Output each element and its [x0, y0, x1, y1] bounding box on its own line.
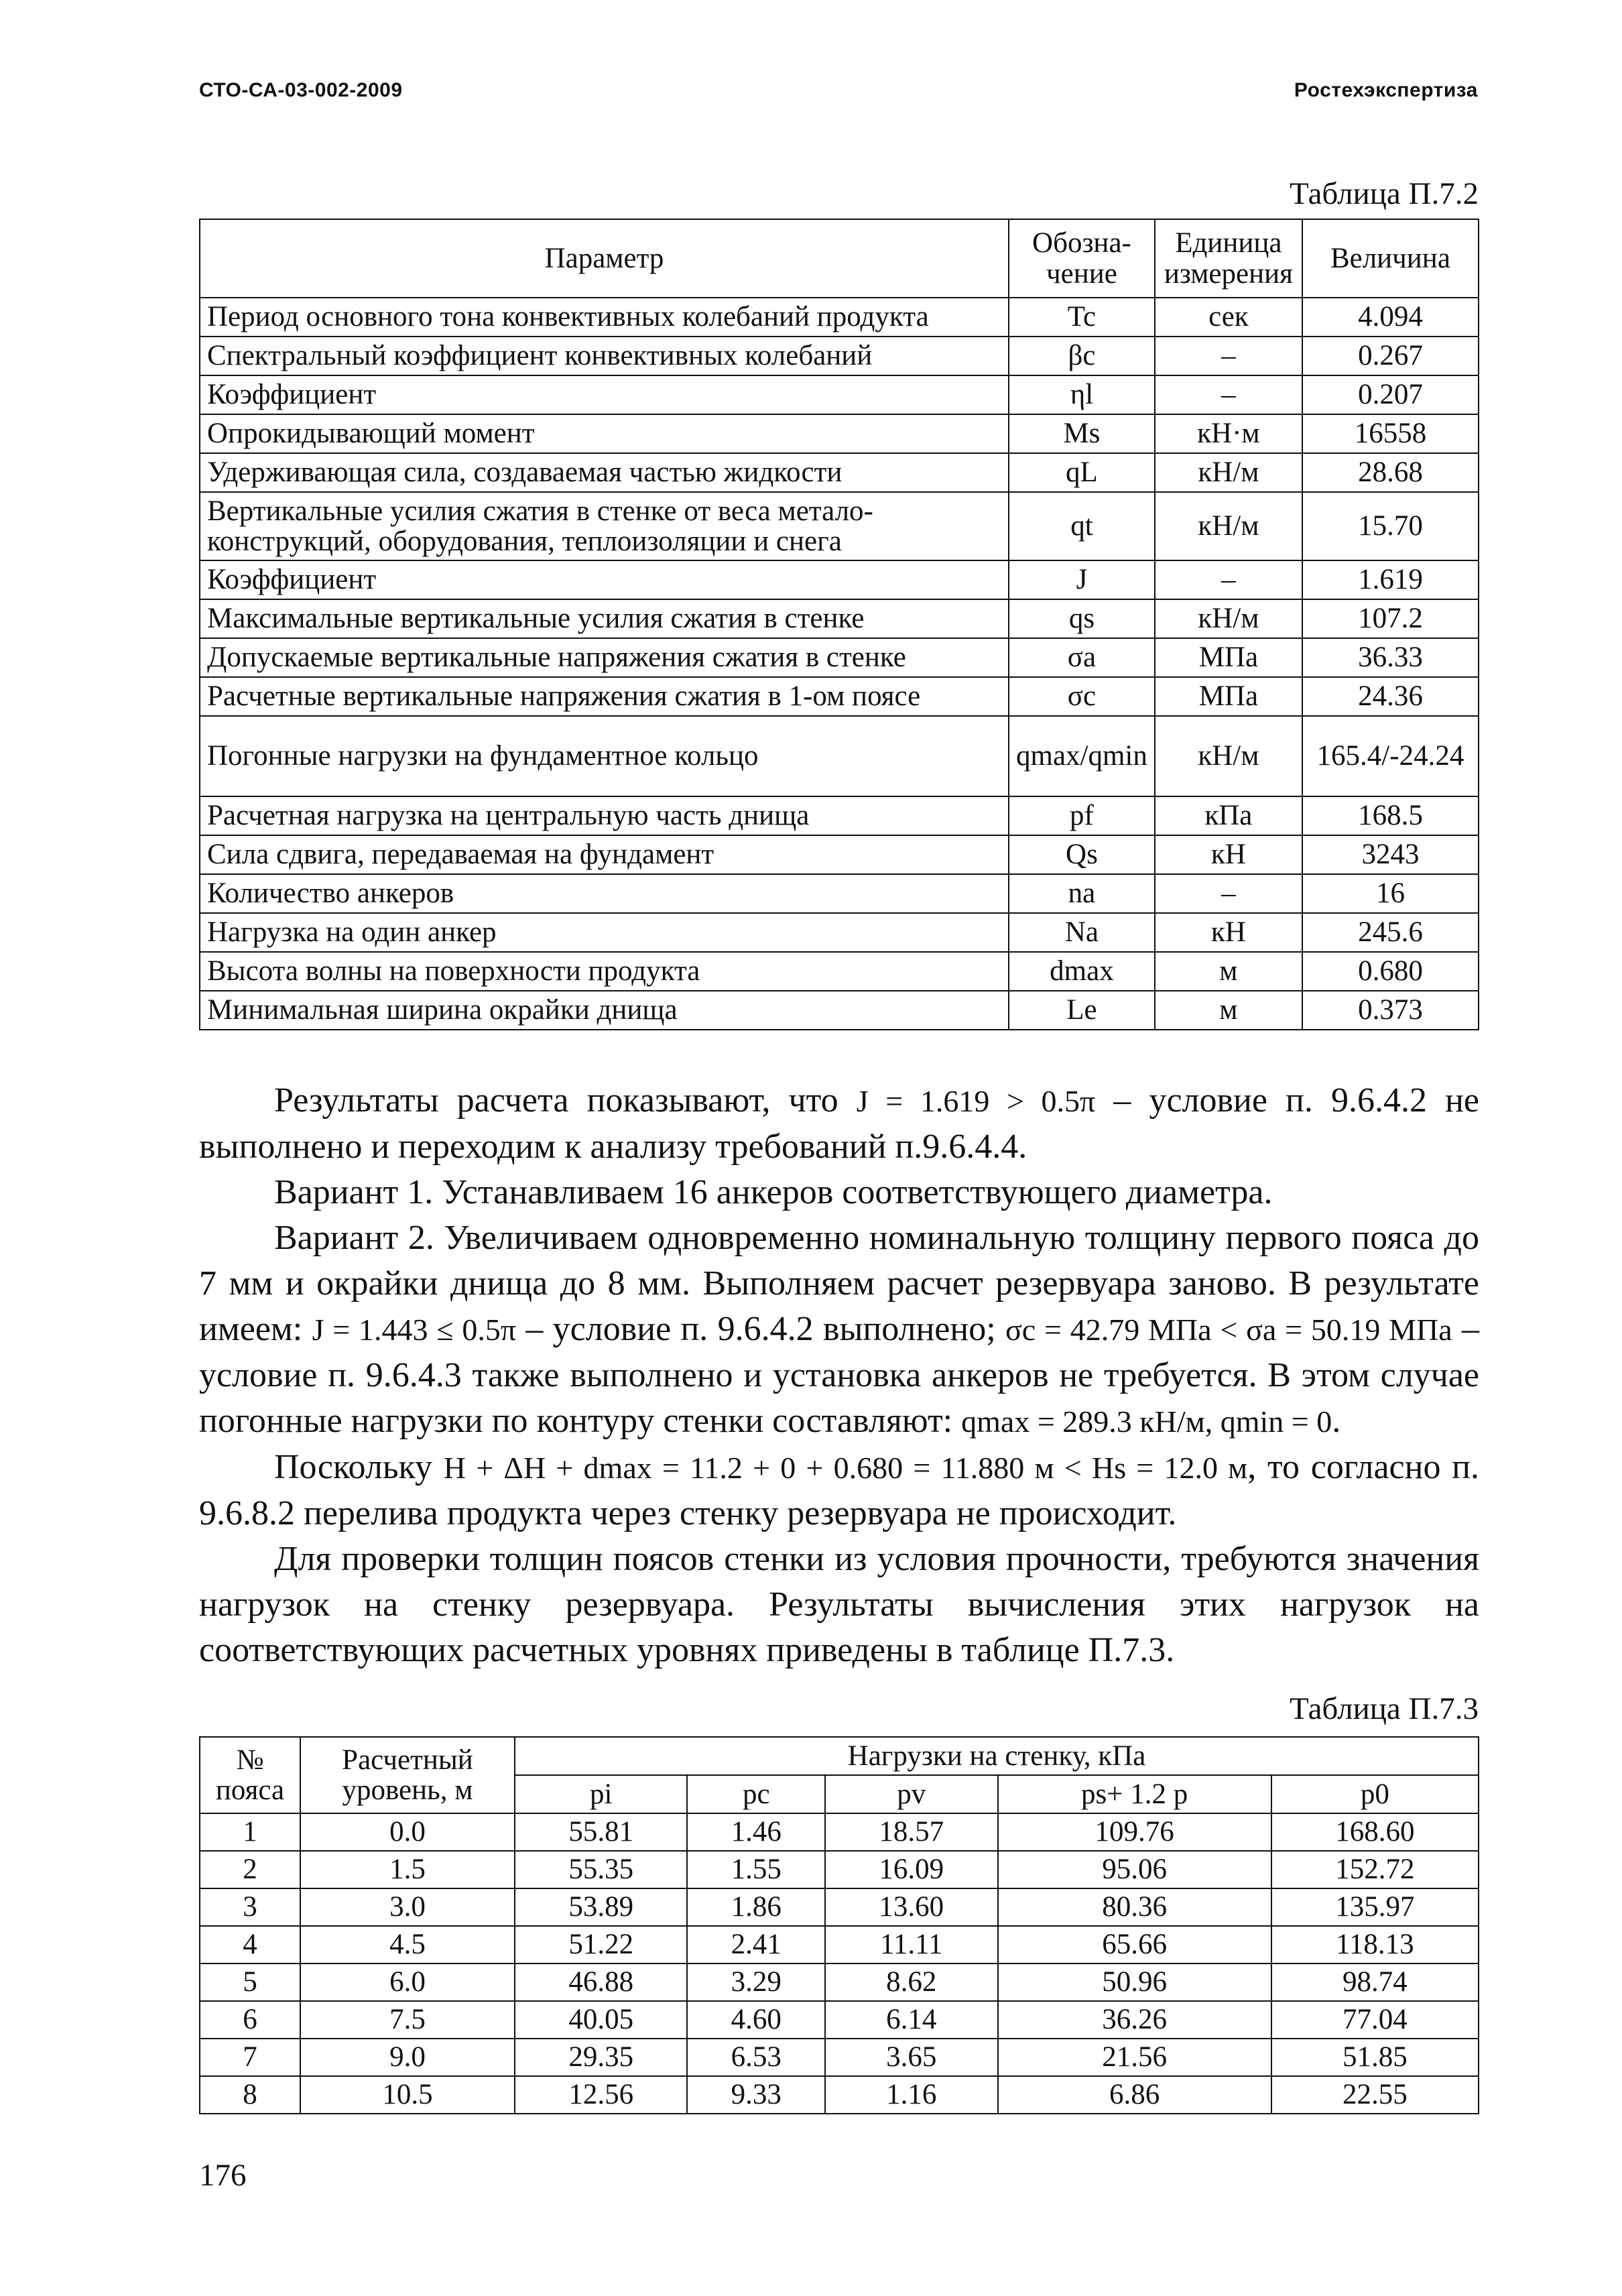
param-cell: Нагрузка на один анкер: [200, 913, 1009, 952]
unit-cell: МПа: [1155, 677, 1302, 716]
table-header-row: [200, 219, 1479, 298]
text-run: – условие п. 9.6.4.2 не выполнено и переходим к анализу требований п.9.6.4.4.: [199, 1081, 1479, 1166]
unit-cell: м: [1155, 991, 1302, 1030]
unit-cell: –: [1155, 874, 1302, 913]
value-cell: 168.5: [1302, 796, 1479, 835]
pi-cell: 55.35: [515, 1851, 687, 1888]
belt-no-cell: 1: [200, 1813, 300, 1851]
table-row: [200, 638, 1479, 677]
pv-cell: 1.16: [825, 2076, 997, 2114]
level-cell: 1.5: [300, 1851, 515, 1888]
text-run: – условие п. 9.6.4.3 также выполнено и установка анкеров не требуется. В этом случае погонные нагрузки по контуру стенки составляют:: [199, 1310, 1480, 1440]
ps-cell: 21.56: [998, 2039, 1271, 2076]
param-cell: Максимальные вертикальные усилия сжатия в стенке: [200, 599, 1009, 638]
belt-no-cell: 3: [200, 1888, 300, 1926]
symbol-cell: Qs: [1009, 835, 1155, 874]
header-p0: p0: [1271, 1775, 1479, 1813]
header-ps: ps+ 1.2 p: [998, 1775, 1271, 1813]
level-cell: 6.0: [300, 1963, 515, 2001]
pc-cell: 4.60: [687, 2001, 825, 2039]
param-cell: Удерживающая сила, создаваемая частью жидкости: [200, 453, 1009, 492]
belt-no-cell: 4: [200, 1926, 300, 1963]
unit-cell: кН/м: [1155, 492, 1302, 560]
pv-cell: 18.57: [825, 1813, 997, 1851]
value-cell: 36.33: [1302, 638, 1479, 677]
table-row: [200, 375, 1479, 414]
pi-cell: 51.22: [515, 1926, 687, 1963]
param-cell: Количество анкеров: [200, 874, 1009, 913]
value-cell: 0.680: [1302, 952, 1479, 991]
param-cell: Коэффициент: [200, 560, 1009, 599]
table-row: [200, 2076, 1479, 2114]
value-cell: 0.373: [1302, 991, 1479, 1030]
unit-cell: кН: [1155, 913, 1302, 952]
symbol-cell: qL: [1009, 453, 1155, 492]
pc-cell: 9.33: [687, 2076, 825, 2114]
wall-loads-table: [199, 1736, 1479, 2114]
table-row: [200, 560, 1479, 599]
ps-cell: 95.06: [998, 1851, 1271, 1888]
formula-height: H + ΔH + dmax = 11.2 + 0 + 0.680 = 11.880 м < Hs = 12.0 м: [443, 1451, 1248, 1485]
paragraph-variant-1: Вариант 1. Устанавливаем 16 анкеров соответствующего диаметра.: [274, 1173, 1273, 1211]
unit-cell: МПа: [1155, 638, 1302, 677]
table-row: [200, 1926, 1479, 1963]
symbol-cell: qt: [1009, 492, 1155, 560]
pc-cell: 6.53: [687, 2039, 825, 2076]
ps-cell: 36.26: [998, 2001, 1271, 2039]
table-header-row: [200, 1737, 1479, 1775]
symbol-cell: βc: [1009, 337, 1155, 375]
symbol-cell: Tc: [1009, 298, 1155, 337]
table-row: [200, 298, 1479, 337]
unit-cell: кН/м: [1155, 453, 1302, 492]
symbol-cell: Le: [1009, 991, 1155, 1030]
p0-cell: 22.55: [1271, 2076, 1479, 2114]
header-belt-no: № пояса: [200, 1737, 300, 1813]
formula-j1: J = 1.619 > 0.5π: [856, 1084, 1096, 1118]
value-cell: 4.094: [1302, 298, 1479, 337]
table-caption-p73: Таблица П.7.3: [1290, 1691, 1479, 1726]
value-cell: 1.619: [1302, 560, 1479, 599]
belt-no-cell: 5: [200, 1963, 300, 2001]
pv-cell: 11.11: [825, 1926, 997, 1963]
text-run: Вариант 2. Увеличиваем одновременно номинальную толщину первого пояса до 7 мм и окрайки днища до 8 мм. Выполняем расчет резервуара заново. В результате имеем:: [199, 1219, 1479, 1348]
level-cell: 3.0: [300, 1888, 515, 1926]
symbol-cell: na: [1009, 874, 1155, 913]
text-run: Результаты расчета показывают, что: [274, 1081, 857, 1120]
text-run: , то согласно п. 9.6.8.2 перелива продукта через стенку резервуара не происходит.: [199, 1448, 1480, 1532]
symbol-cell: ηl: [1009, 375, 1155, 414]
document-code: СТО-СА-03-002-2009: [199, 79, 403, 101]
table-row: [200, 913, 1479, 952]
formula-sigma: σc = 42.79 МПа < σa = 50.19 МПа: [1005, 1313, 1452, 1347]
header-pi: pi: [515, 1775, 687, 1813]
header-param: Параметр: [200, 219, 1009, 298]
unit-cell: кН/м: [1155, 716, 1302, 796]
header-value: Величина: [1302, 219, 1479, 298]
table-row: [200, 2001, 1479, 2039]
p0-cell: 135.97: [1271, 1888, 1479, 1926]
pv-cell: 16.09: [825, 1851, 997, 1888]
pc-cell: 2.41: [687, 1926, 825, 1963]
table-row: [200, 1888, 1479, 1926]
pv-cell: 13.60: [825, 1888, 997, 1926]
unit-cell: –: [1155, 337, 1302, 375]
symbol-cell: σc: [1009, 677, 1155, 716]
ps-cell: 50.96: [998, 1963, 1271, 2001]
table-row: [200, 414, 1479, 453]
belt-no-cell: 6: [200, 2001, 300, 2039]
value-cell: 0.267: [1302, 337, 1479, 375]
symbol-cell: σa: [1009, 638, 1155, 677]
value-cell: 165.4/-24.24: [1302, 716, 1479, 796]
table-row: [200, 716, 1479, 796]
pv-cell: 3.65: [825, 2039, 997, 2076]
ps-cell: 65.66: [998, 1926, 1271, 1963]
organization-name: Ростехэкспертиза: [1294, 79, 1478, 101]
header-loads-group: Нагрузки на стенку, кПа: [515, 1737, 1479, 1775]
level-cell: 10.5: [300, 2076, 515, 2114]
param-cell: Высота волны на поверхности продукта: [200, 952, 1009, 991]
table-row: [200, 337, 1479, 375]
unit-cell: кН: [1155, 835, 1302, 874]
symbol-cell: qmax/qmin: [1009, 716, 1155, 796]
table-row: [200, 991, 1479, 1030]
unit-cell: сек: [1155, 298, 1302, 337]
value-cell: 16558: [1302, 414, 1479, 453]
pi-cell: 46.88: [515, 1963, 687, 2001]
header-level: Расчетный уровень, м: [300, 1737, 515, 1813]
ps-cell: 80.36: [998, 1888, 1271, 1926]
value-cell: 15.70: [1302, 492, 1479, 560]
param-cell: Коэффициент: [200, 375, 1009, 414]
text-run: – условие п. 9.6.4.2 выполнено;: [516, 1310, 1005, 1348]
paragraph-variant-2: [199, 1215, 1479, 1445]
p0-cell: 77.04: [1271, 2001, 1479, 2039]
p0-cell: 51.85: [1271, 2039, 1479, 2076]
pi-cell: 53.89: [515, 1888, 687, 1926]
header-pv: pv: [825, 1775, 997, 1813]
pc-cell: 1.86: [687, 1888, 825, 1926]
table-row: [200, 874, 1479, 913]
param-cell: Расчетная нагрузка на центральную часть днища: [200, 796, 1009, 835]
level-cell: 4.5: [300, 1926, 515, 1963]
text-run: Поскольку: [274, 1448, 444, 1486]
unit-cell: кН·м: [1155, 414, 1302, 453]
table-row: [200, 1813, 1479, 1851]
p0-cell: 118.13: [1271, 1926, 1479, 1963]
symbol-cell: pf: [1009, 796, 1155, 835]
value-cell: 16: [1302, 874, 1479, 913]
unit-cell: м: [1155, 952, 1302, 991]
p0-cell: 168.60: [1271, 1813, 1479, 1851]
param-cell: Погонные нагрузки на фундаментное кольцо: [200, 716, 1009, 796]
text-run: .: [1332, 1402, 1341, 1440]
table-row: [200, 599, 1479, 638]
formula-q: qmax = 289.3 кН/м, qmin = 0: [961, 1404, 1332, 1439]
param-cell: Вертикальные усилия сжатия в стенке от веса метало-конструкций, оборудования, теплоизоляции и снега: [200, 492, 1009, 560]
symbol-cell: dmax: [1009, 952, 1155, 991]
body-text: [199, 1078, 1479, 1673]
unit-cell: кПа: [1155, 796, 1302, 835]
table-row: [200, 453, 1479, 492]
paragraph-overflow: [199, 1445, 1479, 1536]
pc-cell: 1.55: [687, 1851, 825, 1888]
param-cell: Минимальная ширина окрайки днища: [200, 991, 1009, 1030]
level-cell: 9.0: [300, 2039, 515, 2076]
pc-cell: 3.29: [687, 1963, 825, 2001]
pv-cell: 6.14: [825, 2001, 997, 2039]
param-cell: Опрокидывающий момент: [200, 414, 1009, 453]
p0-cell: 152.72: [1271, 1851, 1479, 1888]
level-cell: 7.5: [300, 2001, 515, 2039]
pc-cell: 1.46: [687, 1813, 825, 1851]
p0-cell: 98.74: [1271, 1963, 1479, 2001]
page-number: 176: [199, 2158, 247, 2193]
belt-no-cell: 8: [200, 2076, 300, 2114]
table-row: [200, 796, 1479, 835]
level-cell: 0.0: [300, 1813, 515, 1851]
value-cell: 245.6: [1302, 913, 1479, 952]
table-row: [200, 492, 1479, 560]
value-cell: 3243: [1302, 835, 1479, 874]
table-row: [200, 2039, 1479, 2076]
param-cell: Сила сдвига, передаваемая на фундамент: [200, 835, 1009, 874]
pi-cell: 29.35: [515, 2039, 687, 2076]
ps-cell: 109.76: [998, 1813, 1271, 1851]
param-cell: Спектральный коэффициент конвективных колебаний: [200, 337, 1009, 375]
paragraph-result: [199, 1078, 1479, 1170]
table-row: [200, 952, 1479, 991]
belt-no-cell: 7: [200, 2039, 300, 2076]
symbol-cell: Na: [1009, 913, 1155, 952]
paragraph-loads: Для проверки толщин поясов стенки из условия прочности, требуются значения нагрузок на стенку резервуара. Результаты вычисления этих нагрузок на соответствующих расчетных уровнях приведены в таблице П.7.3.: [199, 1540, 1479, 1669]
pi-cell: 12.56: [515, 2076, 687, 2114]
pv-cell: 8.62: [825, 1963, 997, 2001]
table-caption-p72: Таблица П.7.2: [1290, 176, 1479, 211]
belt-no-cell: 2: [200, 1851, 300, 1888]
pi-cell: 40.05: [515, 2001, 687, 2039]
value-cell: 107.2: [1302, 599, 1479, 638]
unit-cell: –: [1155, 375, 1302, 414]
param-cell: Расчетные вертикальные напряжения сжатия в 1-ом поясе: [200, 677, 1009, 716]
symbol-cell: qs: [1009, 599, 1155, 638]
table-row: [200, 677, 1479, 716]
ps-cell: 6.86: [998, 2076, 1271, 2114]
table-row: [200, 1963, 1479, 2001]
param-cell: Период основного тона конвективных колебаний продукта: [200, 298, 1009, 337]
header-unit: Единица измерения: [1155, 219, 1302, 298]
parameters-table: [199, 219, 1479, 1030]
symbol-cell: Ms: [1009, 414, 1155, 453]
unit-cell: –: [1155, 560, 1302, 599]
pi-cell: 55.81: [515, 1813, 687, 1851]
value-cell: 24.36: [1302, 677, 1479, 716]
header-symbol: Обозна-чение: [1009, 219, 1155, 298]
symbol-cell: J: [1009, 560, 1155, 599]
header-pc: pc: [687, 1775, 825, 1813]
formula-j2: J = 1.443 ≤ 0.5π: [312, 1313, 517, 1347]
value-cell: 0.207: [1302, 375, 1479, 414]
value-cell: 28.68: [1302, 453, 1479, 492]
table-row: [200, 835, 1479, 874]
param-cell: Допускаемые вертикальные напряжения сжатия в стенке: [200, 638, 1009, 677]
table-row: [200, 1851, 1479, 1888]
unit-cell: кН/м: [1155, 599, 1302, 638]
